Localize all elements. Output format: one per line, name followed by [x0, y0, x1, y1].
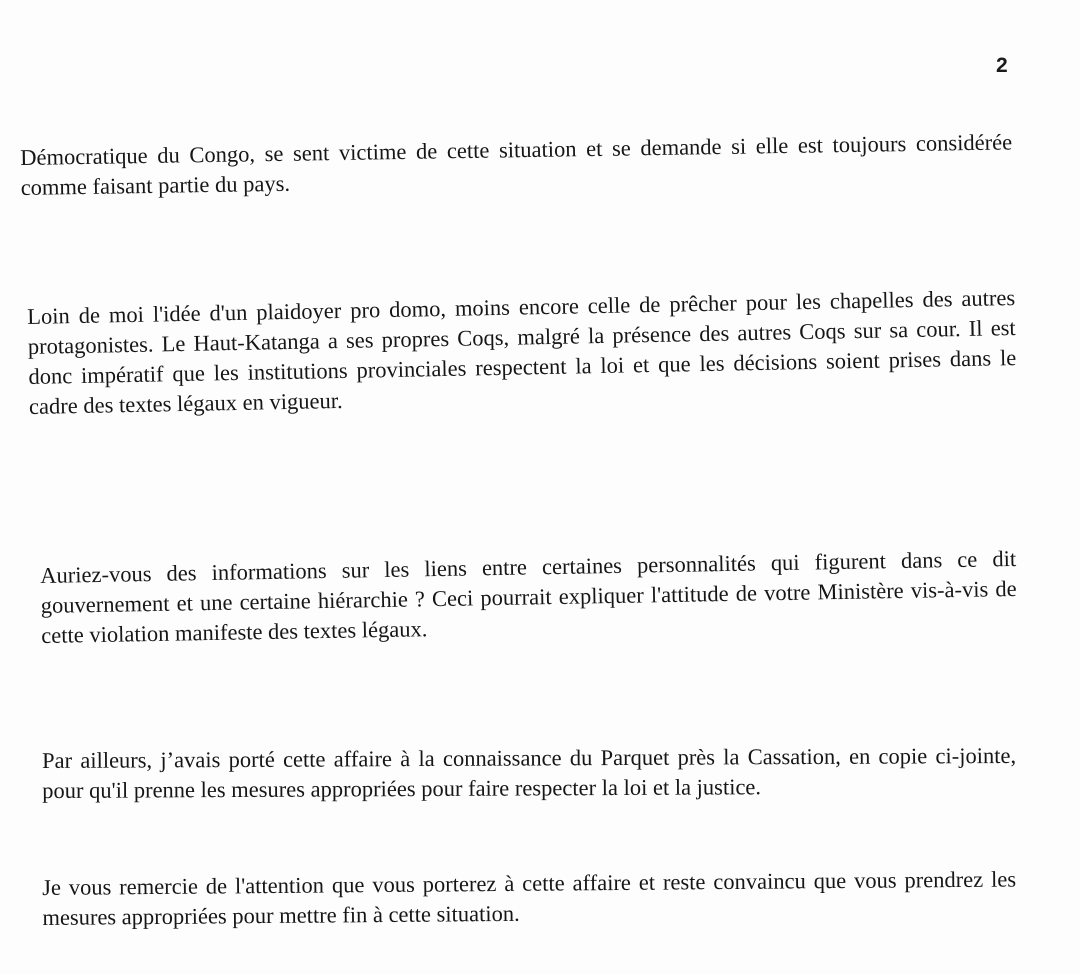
- paragraph-question: Auriez-vous des informations sur les liens entre certaines personnalités qui figurent dans ce dit gouvernement et une certaine hiérarchie ? Ceci pourrait expliquer l'attitude de votre Ministère vis-à-vis de cette violation manifeste des textes légaux.: [40, 545, 1017, 648]
- paragraph-closing: Je vous remercie de l'attention que vous porterez à cette affaire et reste convaincu que vous prendrez les mesures appropriées pour mettre fin à cette situation.: [42, 866, 1017, 930]
- paragraph-parquet: Par ailleurs, j’avais porté cette affaire à la connaissance du Parquet près la Cassation, en copie ci-jointe, pour qu'il prenne les mesures appropriées pour faire respecter la loi et la justice.: [42, 742, 1017, 803]
- page-number: 2: [996, 54, 1008, 77]
- paragraph-continuation: Démocratique du Congo, se sent victime de cette situation et se demande si elle est toujours considérée comme faisant partie du pays.: [20, 129, 1013, 200]
- paragraph-plaidoyer: Loin de moi l'idée d'un plaidoyer pro domo, moins encore celle de prêcher pour les chapelles des autres protagonistes. Le Haut-Katanga a ses propres Coqs, malgré la présence des autres Coqs sur sa cour. Il est donc impératif que les institutions provinciales respectent la loi et que les décisions soient prises dans le cadre des textes légaux en vigueur.: [27, 285, 1017, 419]
